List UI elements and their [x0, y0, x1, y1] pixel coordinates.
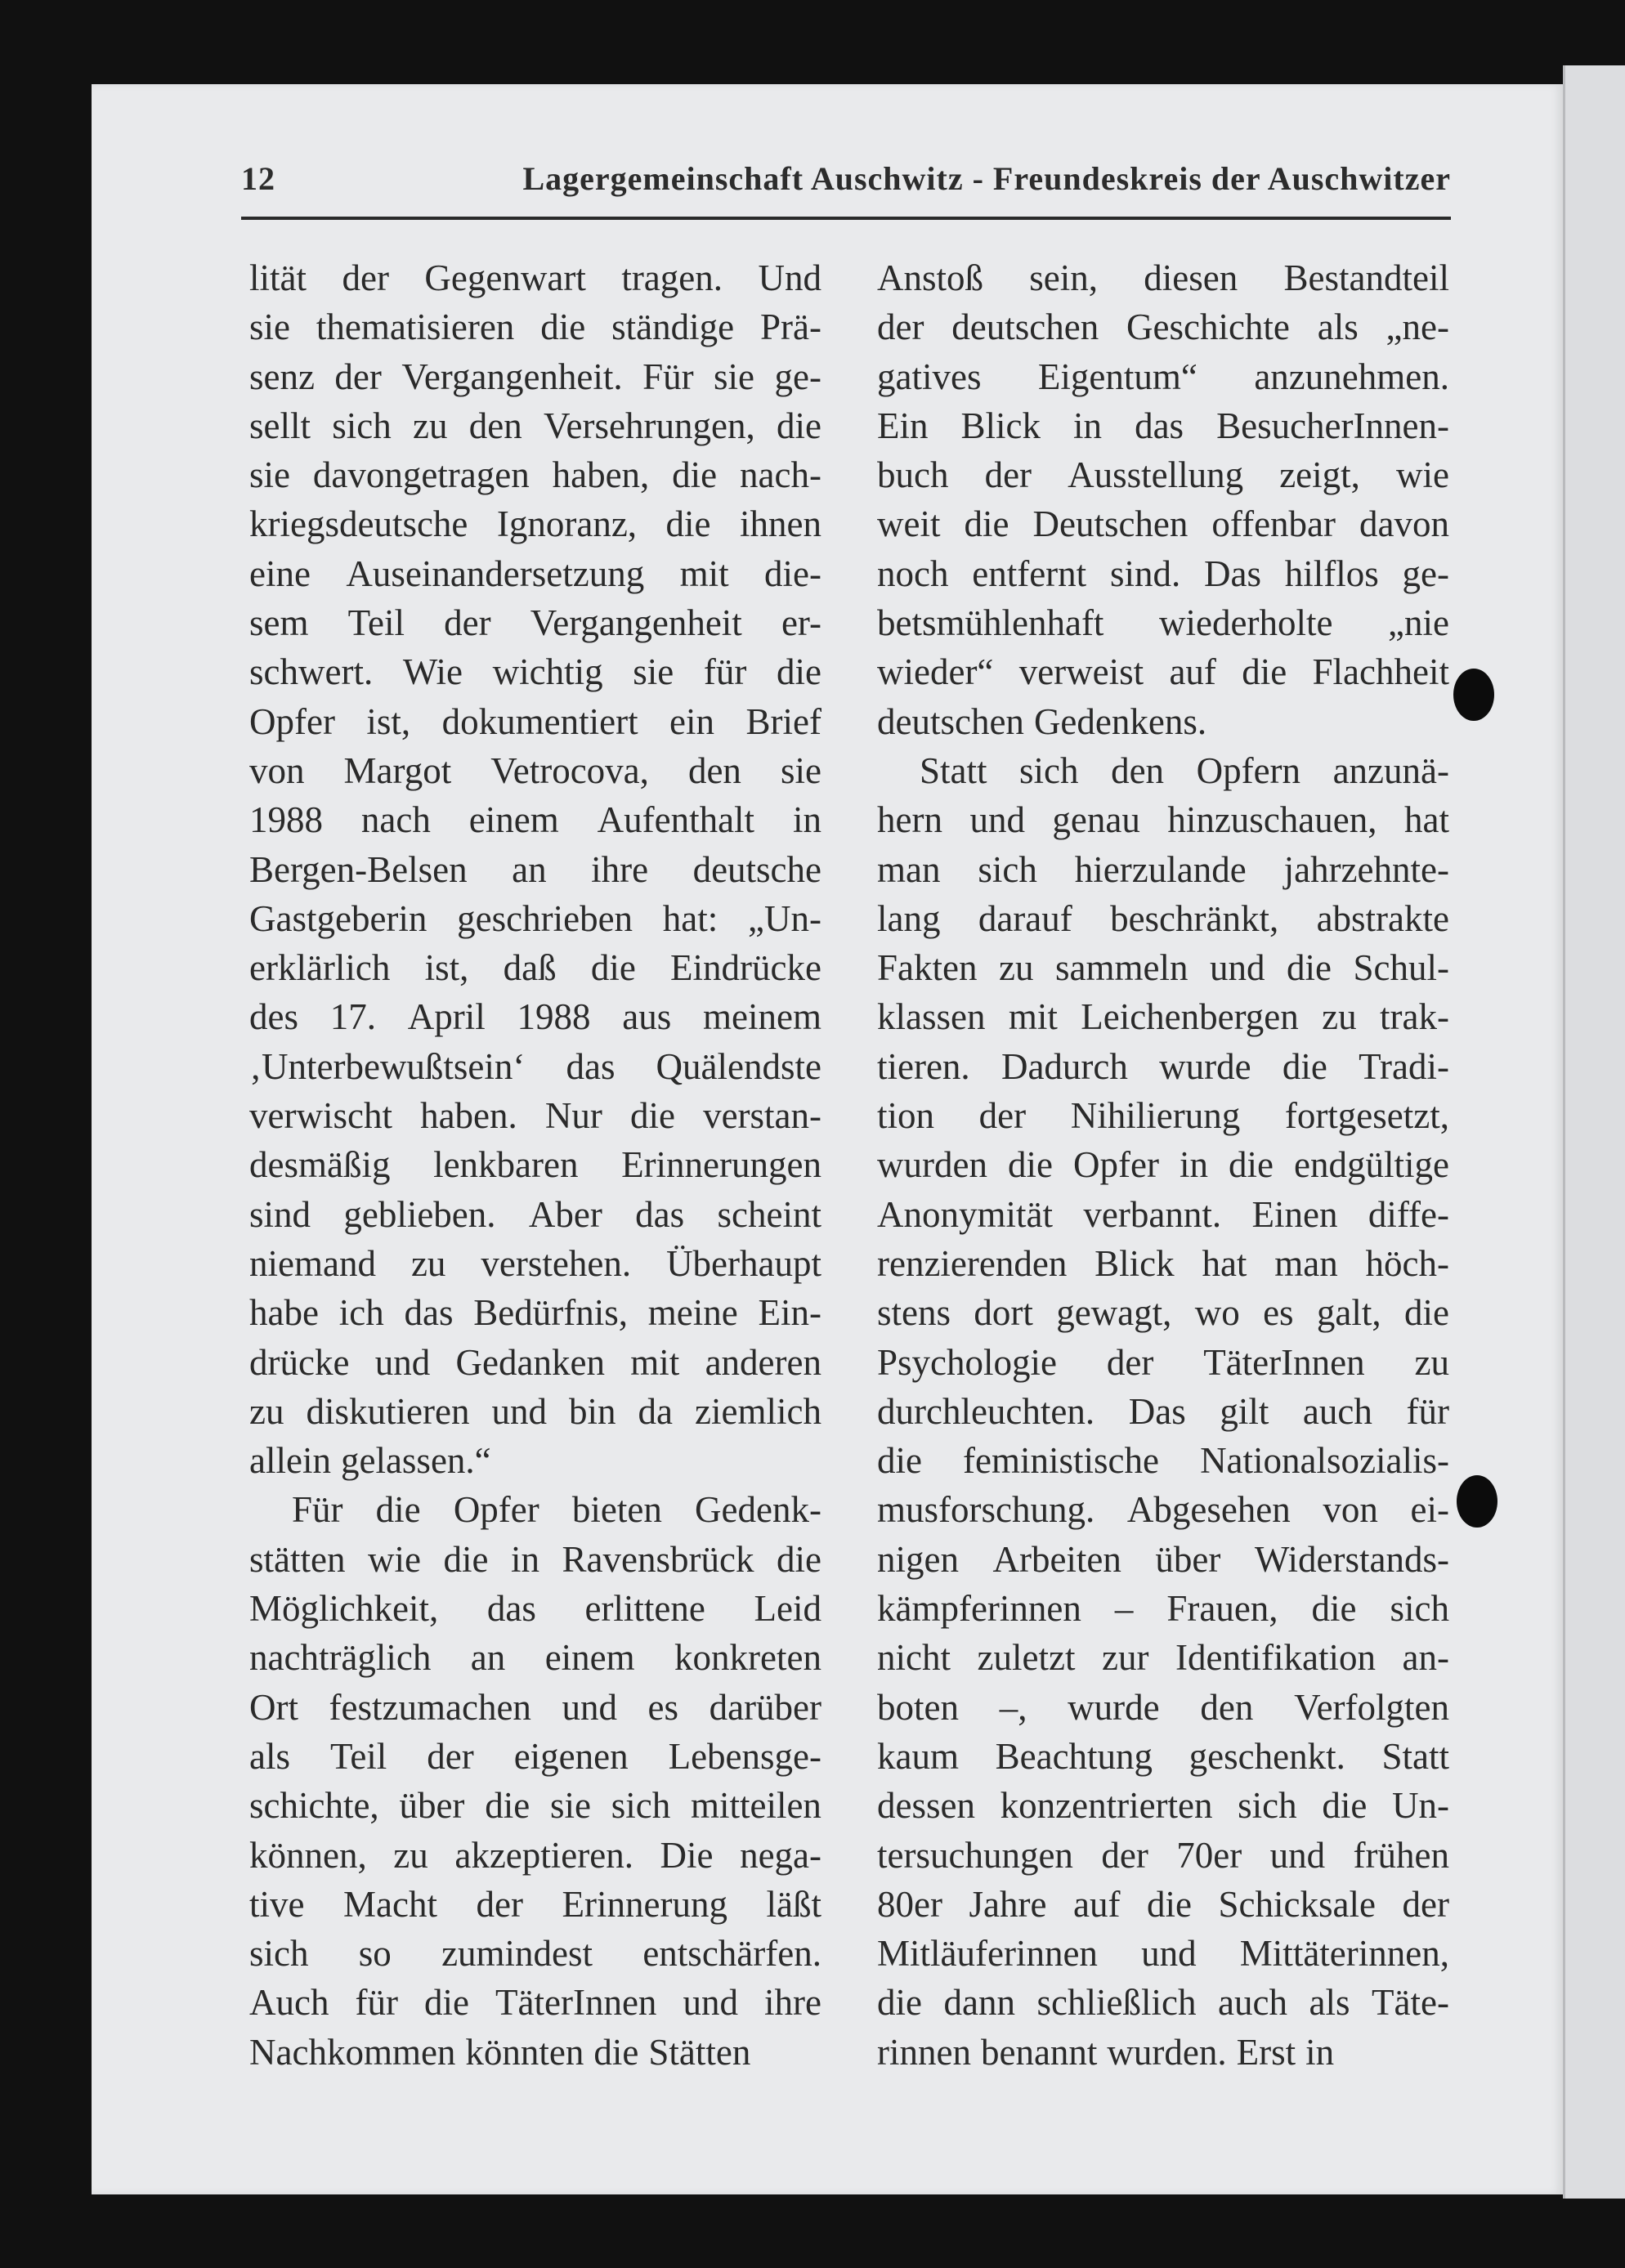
text-line: stens dort gewagt, wo es galt, die: [877, 1292, 1449, 1334]
text-line: drücke und Gedanken mit anderen: [249, 1341, 821, 1383]
text-line: Opfer ist, dokumentiert ein Brief: [249, 700, 821, 742]
text-line: tersuchungen der 70er und frühen: [877, 1834, 1449, 1876]
text-line: lang darauf beschränkt, abstrakte: [877, 897, 1449, 939]
text-line: sie davongetragen haben, die nach-: [249, 454, 821, 496]
punch-hole: [1453, 669, 1494, 721]
text-line: verwischt haben. Nur die verstan-: [249, 1095, 821, 1137]
text-line: sem Teil der Vergangenheit er-: [249, 602, 821, 644]
text-line: boten –, wurde den Verfolgten: [877, 1686, 1449, 1728]
text-line: dessen konzentrierten sich die Un-: [877, 1785, 1449, 1827]
text-line: des 17. April 1988 aus meinem: [249, 996, 821, 1038]
text-line: durchleuchten. Das gilt auch für: [877, 1390, 1449, 1432]
text-line: Ort festzumachen und es darüber: [249, 1686, 821, 1728]
text-line: nachträglich an einem konkreten: [249, 1637, 821, 1679]
text-line: Bergen-Belsen an ihre deutsche: [249, 848, 821, 890]
text-line: die dann schließlich auch als Täte-: [877, 1982, 1449, 2024]
text-line: Möglichkeit, das erlittene Leid: [249, 1588, 821, 1630]
text-line: Anstoß sein, diesen Bestandteil: [877, 257, 1449, 298]
right-column: [877, 253, 1449, 2077]
text-line: musforschung. Abgesehen von ei-: [877, 1489, 1449, 1531]
text-line: stätten wie die in Ravensbrück die: [249, 1538, 821, 1580]
text-line: gatives Eigentum“ anzunehmen.: [877, 356, 1449, 397]
text-line: kriegsdeutsche Ignoranz, die ihnen: [249, 503, 821, 545]
text-line: ‚Unterbewußtsein‘ das Quälendste: [249, 1045, 821, 1087]
running-header: [241, 159, 1451, 220]
adjacent-page-edge: [1563, 65, 1625, 2199]
punch-hole: [1457, 1475, 1497, 1528]
running-title: Lagergemeinschaft Auschwitz - Freundeskreis der Auschwitzer: [522, 160, 1451, 197]
text-line: sich so zumindest entschärfen.: [249, 1933, 821, 1975]
text-line: habe ich das Bedürfnis, meine Ein-: [249, 1292, 821, 1334]
text-line: hern und genau hinzuschauen, hat: [877, 799, 1449, 841]
text-line: rinnen benannt wurden. Erst in: [877, 2031, 1335, 2073]
text-line: von Margot Vetrocova, den sie: [249, 749, 821, 791]
text-line: Statt sich den Opfern anzunä-: [920, 749, 1449, 791]
text-line: nicht zuletzt zur Identifikation an-: [877, 1637, 1449, 1679]
text-line: desmäßig lenkbaren Erinnerungen: [249, 1144, 821, 1186]
text-line: 80er Jahre auf die Schicksale der: [877, 1883, 1449, 1925]
text-line: deutschen Gedenkens.: [877, 700, 1207, 742]
text-line: tive Macht der Erinnerung läßt: [249, 1883, 821, 1925]
text-line: Gastgeberin geschrieben hat: „Un-: [249, 897, 821, 939]
text-line: man sich hierzulande jahrzehnte-: [877, 848, 1449, 890]
text-line: kämpferinnen – Frauen, die sich: [877, 1588, 1449, 1630]
page-number: 12: [241, 160, 275, 197]
text-line: Für die Opfer bieten Gedenk-: [292, 1489, 821, 1531]
text-line: tieren. Dadurch wurde die Tradi-: [877, 1045, 1449, 1087]
text-line: Nachkommen könnten die Stätten: [249, 2031, 751, 2073]
text-line: der deutschen Geschichte als „ne-: [877, 306, 1449, 348]
text-line: kaum Beachtung geschenkt. Statt: [877, 1735, 1449, 1777]
text-line: klassen mit Leichenbergen zu trak-: [877, 996, 1449, 1038]
text-line: Mitläuferinnen und Mittäterinnen,: [877, 1933, 1449, 1975]
text-line: wieder“ verweist auf die Flachheit: [877, 651, 1449, 693]
text-line: 1988 nach einem Aufenthalt in: [249, 799, 821, 841]
text-line: können, zu akzeptieren. Die nega-: [249, 1834, 821, 1876]
text-line: sie thematisieren die ständige Prä-: [249, 306, 821, 348]
text-line: sellt sich zu den Versehrungen, die: [249, 405, 821, 446]
left-column: [249, 253, 821, 2077]
text-line: lität der Gegenwart tragen. Und: [249, 257, 821, 298]
text-line: Ein Blick in das BesucherInnen-: [877, 405, 1449, 446]
text-line: als Teil der eigenen Lebensge-: [249, 1735, 821, 1777]
text-line: Fakten zu sammeln und die Schul-: [877, 947, 1449, 989]
text-line: Psychologie der TäterInnen zu: [877, 1341, 1449, 1383]
text-line: senz der Vergangenheit. Für sie ge-: [249, 356, 821, 397]
text-line: weit die Deutschen offenbar davon: [877, 503, 1449, 545]
text-line: tion der Nihilierung fortgesetzt,: [877, 1095, 1449, 1137]
text-line: betsmühlenhaft wiederholte „nie: [877, 602, 1449, 644]
text-line: Anonymität verbannt. Einen diffe-: [877, 1193, 1449, 1235]
text-line: wurden die Opfer in die endgültige: [877, 1144, 1449, 1186]
text-line: nigen Arbeiten über Widerstands-: [877, 1538, 1449, 1580]
text-line: renzierenden Blick hat man höch-: [877, 1242, 1449, 1284]
text-line: schichte, über die sie sich mitteilen: [249, 1785, 821, 1827]
text-line: buch der Ausstellung zeigt, wie: [877, 454, 1449, 496]
text-line: die feministische Nationalsozialis-: [877, 1440, 1449, 1482]
text-line: eine Auseinandersetzung mit die-: [249, 552, 821, 594]
text-line: niemand zu verstehen. Überhaupt: [249, 1242, 821, 1284]
text-line: zu diskutieren und bin da ziemlich: [249, 1390, 821, 1432]
text-line: allein gelassen.“: [249, 1440, 491, 1482]
text-line: sind geblieben. Aber das scheint: [249, 1193, 821, 1235]
text-line: Auch für die TäterInnen und ihre: [249, 1982, 821, 2024]
text-line: noch entfernt sind. Das hilflos ge-: [877, 552, 1449, 594]
text-line: schwert. Wie wichtig sie für die: [249, 651, 821, 693]
text-line: erklärlich ist, daß die Eindrücke: [249, 947, 821, 989]
